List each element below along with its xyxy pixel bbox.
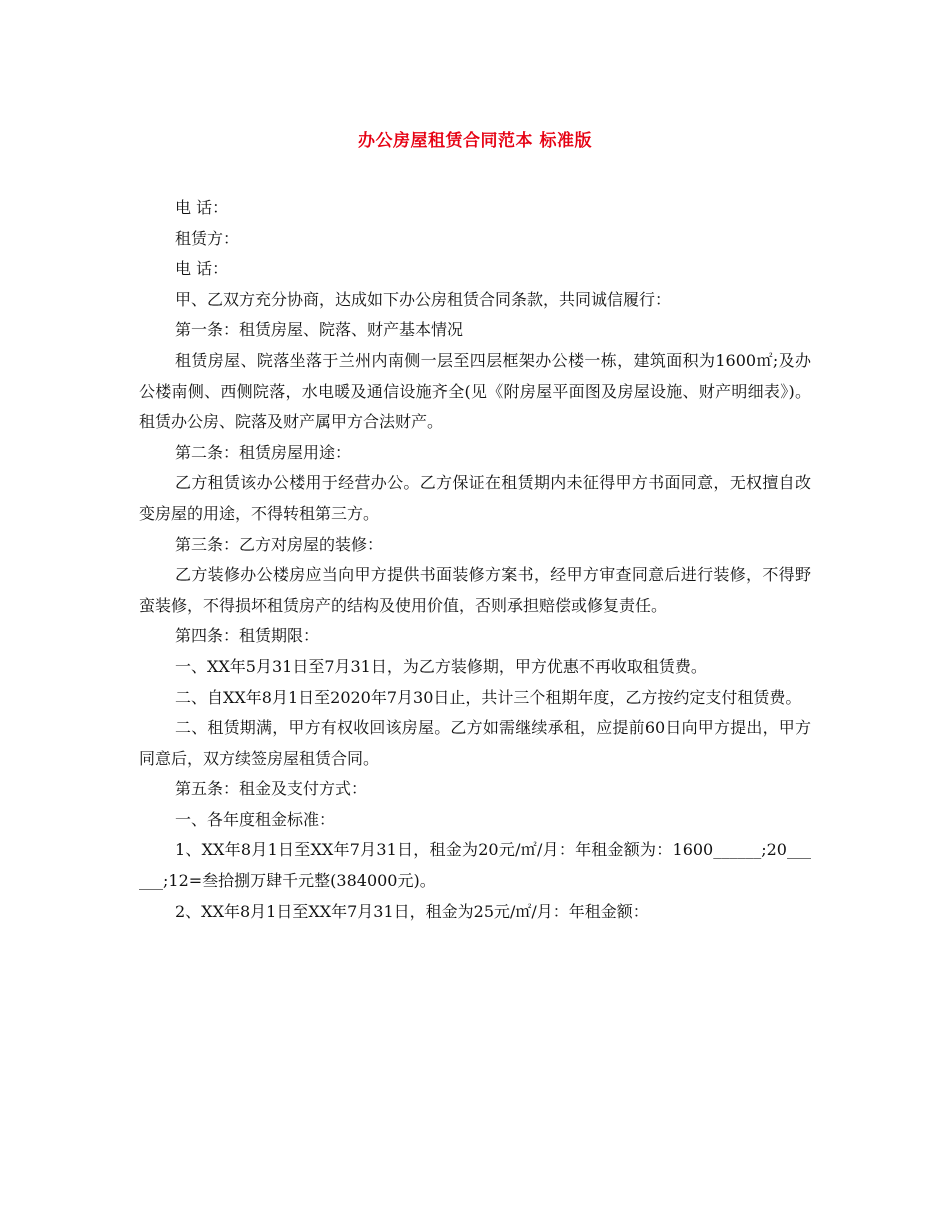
article-3-heading: 第三条：乙方对房屋的装修： [175, 534, 384, 554]
document-title: 办公房屋租赁合同范本 标准版 [358, 131, 592, 151]
article-4-heading: 第四条：租赁期限： [175, 626, 320, 646]
rent-year-1: 1、XX年8月1日至XX年7月31日，租金为20元/㎡/月：年租金额为：1600______;20______;12=叁拾捌万肆千元整(384000元)。 [139, 840, 811, 891]
article-1-body: 租赁房屋、院落坐落于兰州内南侧一层至四层框架办公楼一栋，建筑面积为1600㎡;及办公楼南侧、西侧院落，水电暖及通信设施齐全(见《附房屋平面图及房屋设施、财产明细表》)。租赁办公房、院落及财产属甲方合法财产。 [139, 350, 811, 432]
article-5-heading: 第五条：租金及支付方式： [175, 779, 368, 799]
paragraph-preamble: 甲、乙双方充分协商，达成如下办公房租赁合同条款，共同诚信履行： [175, 289, 672, 309]
paragraph-lessee: 租赁方： [175, 228, 240, 248]
article-5-item-1: 一、各年度租金标准： [175, 809, 336, 829]
article-2-heading: 第二条：租赁房屋用途： [175, 442, 352, 462]
article-2-body: 乙方租赁该办公楼用于经营办公。乙方保证在租赁期内未征得甲方书面同意，无权擅自改变房屋的用途，不得转租第三方。 [139, 473, 811, 523]
article-3-body: 乙方装修办公楼房应当向甲方提供书面装修方案书，经甲方审查同意后进行装修，不得野蛮装修，不得损坏租赁房产的结构及使用价值，否则承担赔偿或修复责任。 [139, 565, 811, 615]
document-body [139, 193, 811, 927]
article-4-item-2: 二、自XX年8月1日至2020年7月30日止，共计三个租期年度，乙方按约定支付租赁费。 [175, 687, 802, 707]
paragraph-phone-2: 电 话： [175, 259, 229, 279]
rent-year-2: 2、XX年8月1日至XX年7月31日，租金为25元/㎡/月：年租金额： [175, 901, 649, 921]
article-4-item-1: 一、XX年5月31日至7月31日，为乙方装修期，甲方优惠不再收取租赁费。 [175, 656, 707, 676]
article-4-item-3: 二、租赁期满，甲方有权收回该房屋。乙方如需继续承租，应提前60日向甲方提出，甲方同意后，双方续签房屋租赁合同。 [139, 718, 811, 768]
article-1-heading: 第一条：租赁房屋、院落、财产基本情况 [175, 320, 464, 340]
paragraph-phone-1: 电 话： [175, 198, 229, 217]
